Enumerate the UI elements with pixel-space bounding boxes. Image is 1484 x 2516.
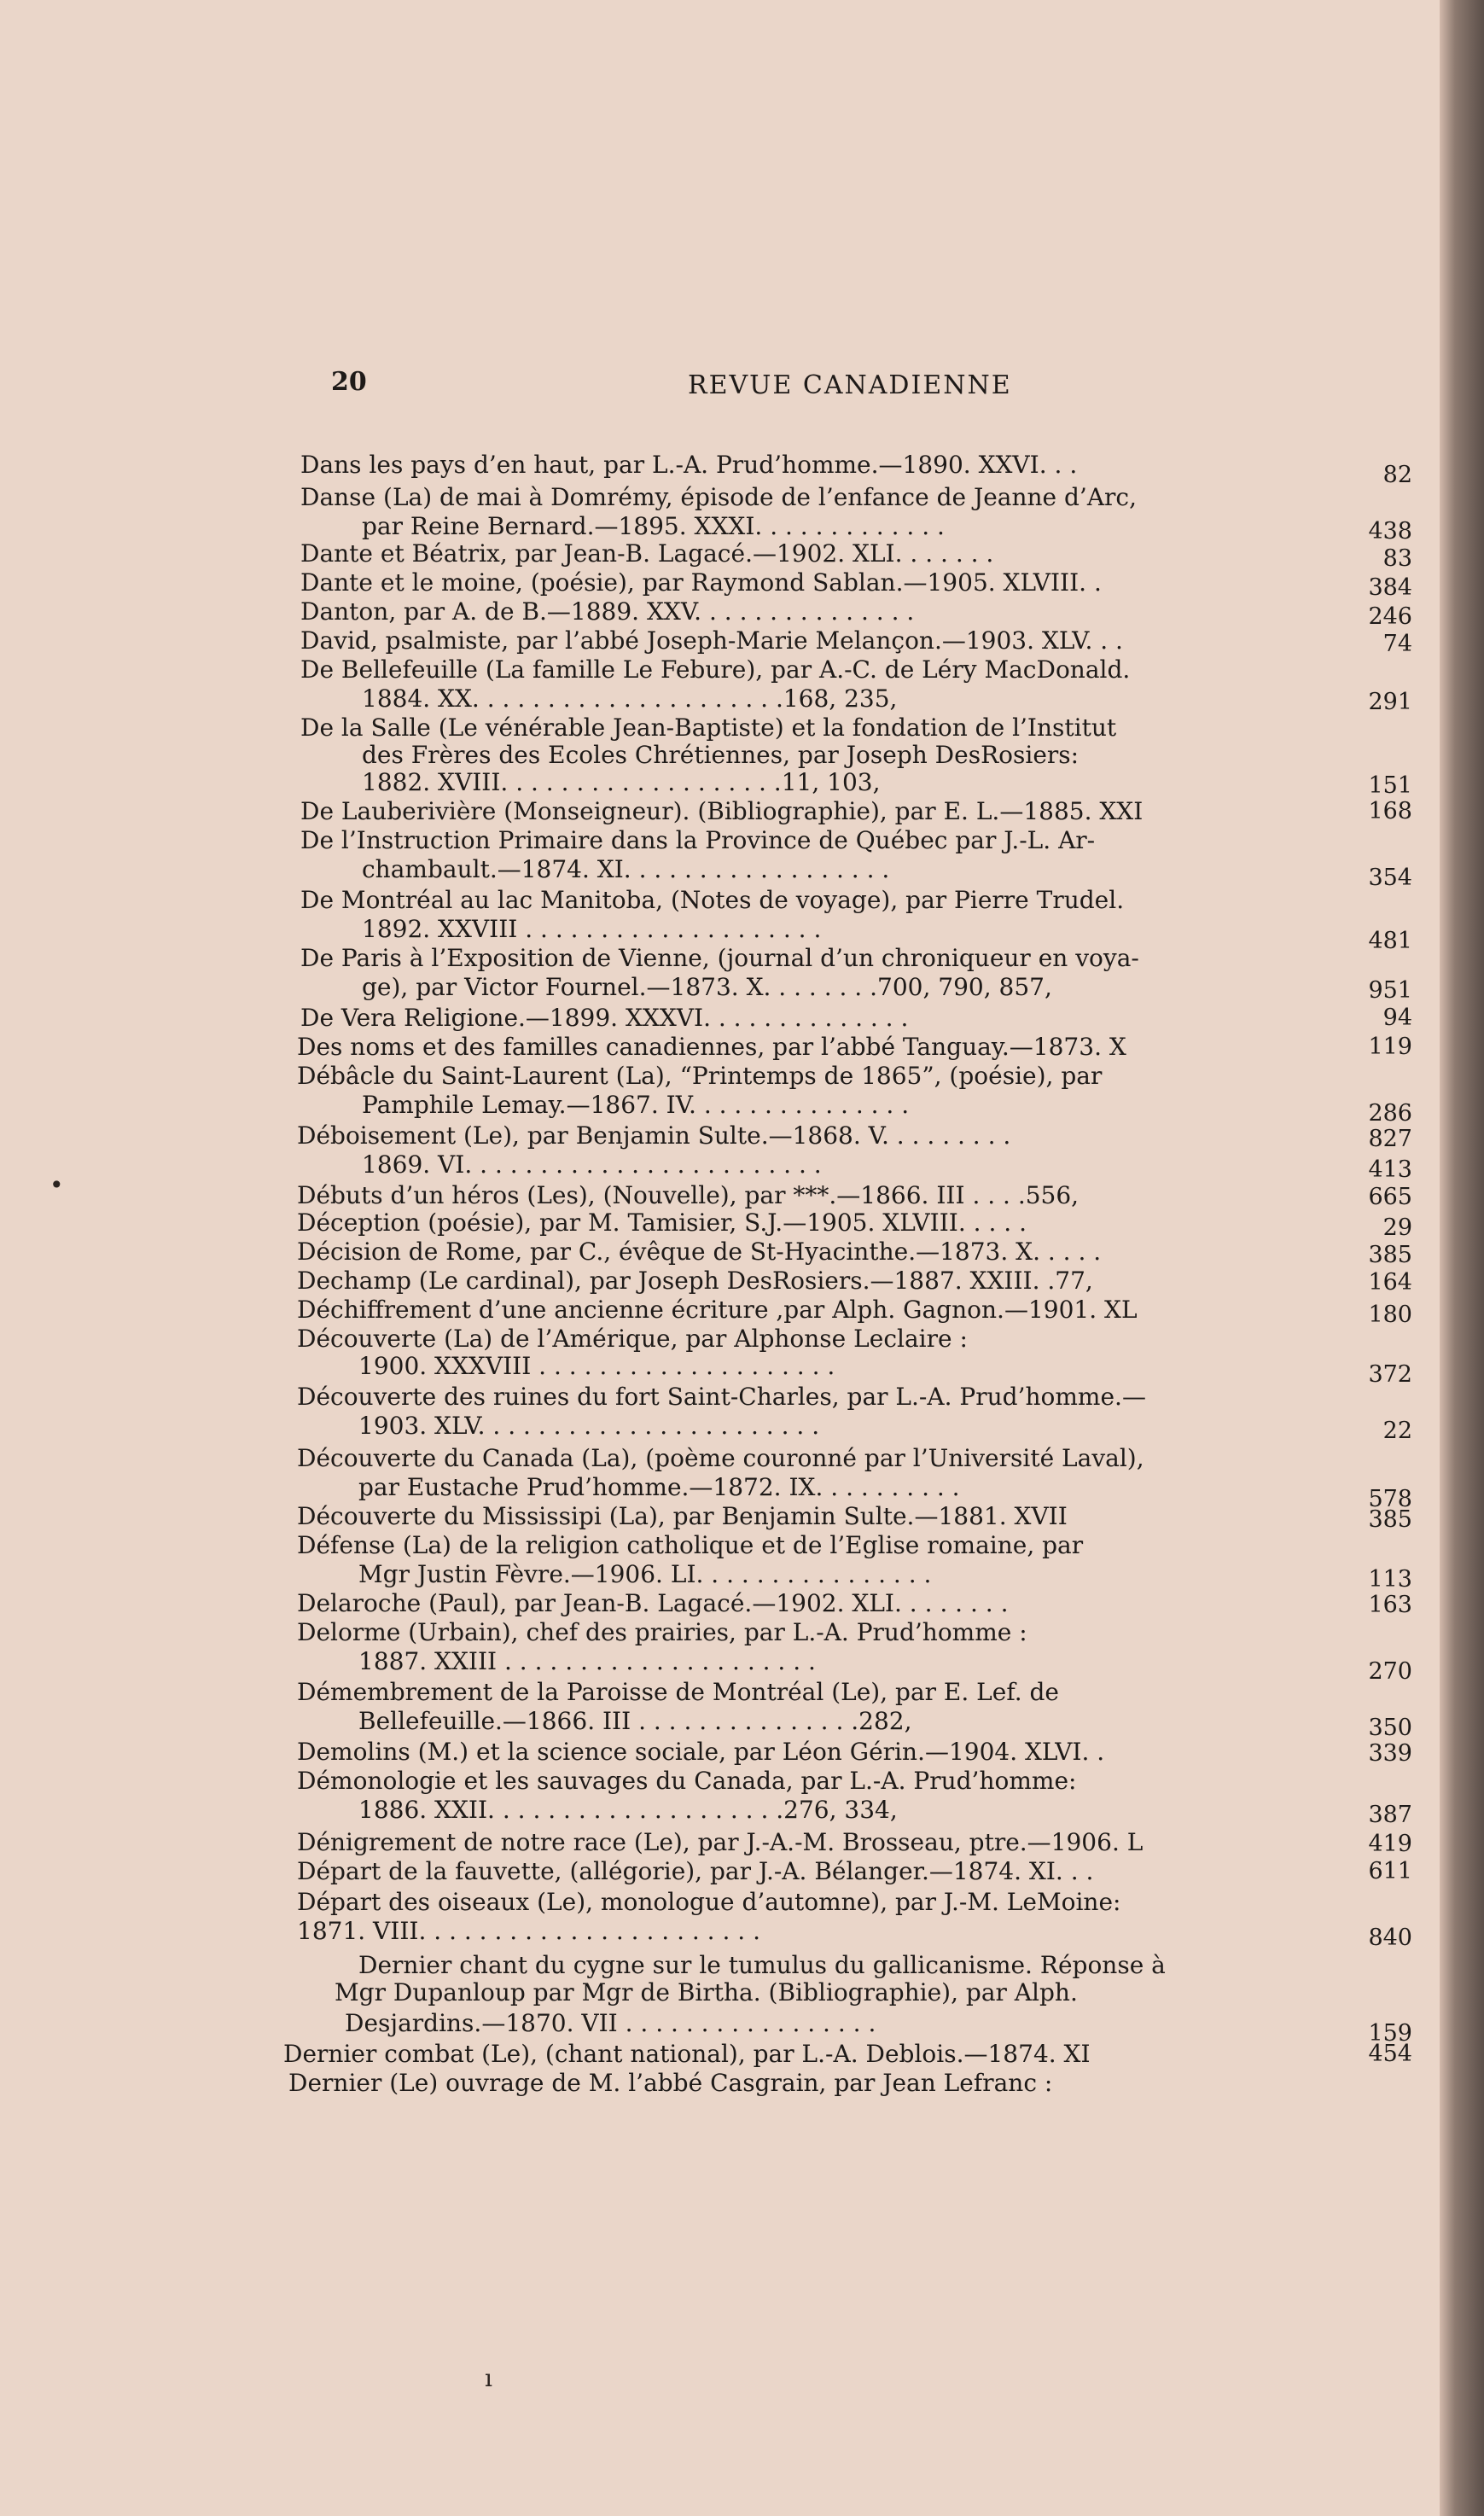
- entry-page-number: 481: [1368, 928, 1412, 954]
- index-entry-line: [0, 2009, 1484, 2047]
- entry-page-number: 384: [1368, 574, 1412, 601]
- entry-text: David, psalmiste, par l’abbé Joseph-Marie Melançon.—1903. XLV. . .: [300, 626, 1123, 655]
- entry-page-number: 387: [1368, 1802, 1412, 1828]
- entry-text: ge), par Victor Fournel.—1873. X. . . . . . . .700, 790, 857,: [362, 973, 1052, 1001]
- index-entry-line: [0, 1978, 1484, 2012]
- entry-text: Dernier (Le) ouvrage de M. l’abbé Casgrain, par Jean Lefranc :: [288, 2069, 1053, 2097]
- entry-page-number: 611: [1368, 1858, 1412, 1884]
- page-header: [0, 367, 1484, 410]
- entry-text: Déception (poésie), par M. Tamisier, S.J.—1905. XLVIII. . . . .: [297, 1208, 1027, 1237]
- entry-page-number: 83: [1382, 545, 1412, 572]
- entry-text: Découverte (La) de l’Amérique, par Alphonse Leclaire :: [297, 1325, 968, 1353]
- entry-page-number: 159: [1368, 2020, 1412, 2047]
- index-entry-line: [0, 451, 1484, 488]
- entry-text: Danse (La) de mai à Domrémy, épisode de l’enfance de Jeanne d’Arc,: [300, 483, 1137, 511]
- entry-text: Dernier combat (Le), (chant national), par L.-A. Deblois.—1874. XI: [283, 2040, 1091, 2068]
- entry-page-number: 164: [1368, 1269, 1412, 1296]
- entry-text: Débuts d’un héros (Les), (Nouvelle), par ***.—1866. III . . . .556,: [297, 1181, 1080, 1209]
- index-entry-line: [0, 973, 1484, 1007]
- entry-text: Déchiffrement d’une ancienne écriture ,par Alph. Gagnon.—1901. XL: [297, 1296, 1138, 1324]
- entry-text: De Bellefeuille (La famille Le Febure), par A.-C. de Léry MacDonald.: [300, 655, 1131, 684]
- entry-text: Débâcle du Saint-Laurent (La), “Printemps de 1865”, (poésie), par: [297, 1062, 1103, 1090]
- entry-text: Défense (La) de la religion catholique et de l’Eglise romaine, par: [297, 1531, 1084, 1559]
- entry-page-number: 413: [1368, 1156, 1412, 1183]
- entry-page-number: 454: [1368, 2041, 1412, 2067]
- entry-text: Départ des oiseaux (Le), monologue d’automne), par J.-M. LeMoine:: [297, 1888, 1121, 1916]
- page-number: 20: [331, 367, 367, 397]
- index-entry-line: [0, 855, 1484, 889]
- entry-text: Démembrement de la Paroisse de Montréal (Le), par E. Lef. de: [297, 1678, 1059, 1706]
- entry-text: Dante et le moine, (poésie), par Raymond Sablan.—1905. XLVIII. .: [300, 568, 1102, 597]
- entry-page-number: 339: [1368, 1740, 1412, 1767]
- margin-mark: •: [49, 1171, 64, 1199]
- running-title: REVUE CANADIENNE: [688, 370, 1012, 400]
- entry-text: De Vera Religione.—1899. XXXVI. . . . . . . . . . . . . .: [300, 1004, 909, 1032]
- entry-text: Dans les pays d’en haut, par L.-A. Prud’homme.—1890. XXVI. . .: [300, 451, 1078, 479]
- index-entry-line: [0, 1150, 1484, 1185]
- entry-page-number: 578: [1368, 1486, 1412, 1512]
- entry-page-number: 840: [1368, 1925, 1412, 1951]
- entry-text: Déboisement (Le), par Benjamin Sulte.—1868. V. . . . . . . . .: [297, 1121, 1011, 1150]
- entry-text: Démonologie et les sauvages du Canada, par L.-A. Prud’homme:: [297, 1767, 1077, 1795]
- index-entry-line: [0, 1857, 1484, 1891]
- entry-text: Découverte du Canada (La), (poème couronné par l’Université Laval),: [297, 1444, 1144, 1472]
- entry-page-number: 354: [1368, 865, 1412, 891]
- entry-text: 1884. XX. . . . . . . . . . . . . . . . . . . . .168, 235,: [362, 684, 898, 713]
- entry-page-number: 29: [1382, 1214, 1412, 1241]
- entry-text: Découverte des ruines du fort Saint-Charles, par L.-A. Prud’homme.—: [297, 1383, 1146, 1411]
- entry-page-number: 419: [1368, 1831, 1412, 1857]
- entry-text: par Eustache Prud’homme.—1872. IX. . . . . . . . . .: [358, 1473, 960, 1501]
- stray-mark: ı: [485, 2364, 492, 2392]
- entry-text: De l’Instruction Primaire dans la Province de Québec par J.-L. Ar-: [300, 826, 1096, 854]
- entry-text: Dante et Béatrix, par Jean-B. Lagacé.—1902. XLI. . . . . . .: [300, 539, 994, 568]
- entry-page-number: 82: [1382, 462, 1412, 488]
- entry-text: Mgr Justin Fèvre.—1906. LI. . . . . . . . . . . . . . . .: [358, 1560, 932, 1588]
- entry-page-number: 291: [1368, 689, 1412, 715]
- entry-text: 1882. XVIII. . . . . . . . . . . . . . . . . . .11, 103,: [362, 768, 881, 796]
- entry-text: 1871. VIII. . . . . . . . . . . . . . . . . . . . . . .: [297, 1917, 760, 1945]
- index-entry-line: [0, 1707, 1484, 1741]
- entry-text: Des noms et des familles canadiennes, par l’abbé Tanguay.—1873. X: [297, 1033, 1126, 1061]
- entry-text: 1903. XLV. . . . . . . . . . . . . . . . . . . . . . .: [358, 1412, 820, 1440]
- entry-page-number: 74: [1382, 631, 1412, 657]
- entry-text: Delorme (Urbain), chef des prairies, par L.-A. Prud’homme :: [297, 1618, 1027, 1646]
- entry-page-number: 350: [1368, 1715, 1412, 1741]
- entry-page-number: 372: [1368, 1361, 1412, 1388]
- entry-page-number: 113: [1368, 1566, 1412, 1593]
- entry-text: De Paris à l’Exposition de Vienne, (journal d’un chroniqueur en voya-: [300, 944, 1139, 972]
- entry-page-number: 827: [1368, 1126, 1412, 1152]
- index-entry-line: [0, 2069, 1484, 2103]
- entry-text: Desjardins.—1870. VII . . . . . . . . . . . . . . . . .: [345, 2009, 876, 2037]
- entry-text: Découverte du Mississipi (La), par Benjamin Sulte.—1881. XVII: [297, 1502, 1068, 1530]
- entry-text: 1892. XXVIII . . . . . . . . . . . . . . . . . . . .: [362, 915, 822, 943]
- entry-page-number: 286: [1368, 1100, 1412, 1127]
- entry-page-number: 270: [1368, 1658, 1412, 1685]
- entry-page-number: 22: [1382, 1418, 1412, 1444]
- entry-page-number: 180: [1368, 1302, 1412, 1328]
- entry-text: des Frères des Ecoles Chrétiennes, par Joseph DesRosiers:: [362, 741, 1080, 769]
- entry-text: Dernier chant du cygne sur le tumulus du gallicanisme. Réponse à: [358, 1951, 1166, 1979]
- index-entry-line: [0, 1352, 1484, 1386]
- entry-text: Décision de Rome, par C., évêque de St-Hyacinthe.—1873. X. . . . .: [297, 1238, 1102, 1266]
- entry-text: 1886. XXII. . . . . . . . . . . . . . . . . . . .276, 334,: [358, 1796, 898, 1824]
- entry-text: par Reine Bernard.—1895. XXXI. . . . . . . . . . . . .: [362, 512, 945, 540]
- entry-page-number: 94: [1382, 1005, 1412, 1031]
- index-entry-line: [0, 1796, 1484, 1830]
- entry-text: Danton, par A. de B.—1889. XXV. . . . . . . . . . . . . . .: [300, 597, 915, 626]
- entry-text: Bellefeuille.—1866. III . . . . . . . . . . . . . . .282,: [358, 1707, 912, 1735]
- entry-page-number: 438: [1368, 518, 1412, 545]
- entry-text: Delaroche (Paul), par Jean-B. Lagacé.—1902. XLI. . . . . . . .: [297, 1589, 1009, 1617]
- entry-page-number: 151: [1368, 772, 1412, 799]
- entry-text: chambault.—1874. XI. . . . . . . . . . . . . . . . . .: [362, 855, 890, 883]
- index-entry-line: [0, 1917, 1484, 1951]
- entry-page-number: 168: [1368, 798, 1412, 824]
- entry-text: De la Salle (Le vénérable Jean-Baptiste) et la fondation de l’Institut: [300, 713, 1117, 742]
- entry-text: Pamphile Lemay.—1867. IV. . . . . . . . . . . . . . .: [362, 1091, 910, 1119]
- entry-text: 1887. XXIII . . . . . . . . . . . . . . . . . . . . .: [358, 1647, 816, 1675]
- entry-text: Dechamp (Le cardinal), par Joseph DesRosiers.—1887. XXIII. .77,: [297, 1267, 1093, 1295]
- entry-page-number: 385: [1368, 1506, 1412, 1533]
- index-entry-line: [0, 1647, 1484, 1685]
- entry-page-number: 163: [1368, 1592, 1412, 1618]
- entry-text: Dénigrement de notre race (Le), par J.-A.-M. Brosseau, ptre.—1906. L: [297, 1828, 1144, 1856]
- entry-text: De Montréal au lac Manitoba, (Notes de voyage), par Pierre Trudel.: [300, 886, 1125, 914]
- entry-text: 1900. XXXVIII . . . . . . . . . . . . . . . . . . . .: [358, 1352, 835, 1380]
- entry-text: Demolins (M.) et la science sociale, par Léon Gérin.—1904. XLVI. .: [297, 1738, 1105, 1766]
- entry-text: Mgr Dupanloup par Mgr de Birtha. (Bibliographie), par Alph.: [335, 1978, 1078, 2006]
- entry-text: 1869. VI. . . . . . . . . . . . . . . . . . . . . . . .: [362, 1150, 822, 1179]
- entry-page-number: 951: [1368, 977, 1412, 1004]
- index-entry-line: [0, 1091, 1484, 1125]
- entry-page-number: 665: [1368, 1184, 1412, 1210]
- entry-text: Départ de la fauvette, (allégorie), par J.-A. Bélanger.—1874. XI. . .: [297, 1857, 1094, 1885]
- entry-text: De Lauberivière (Monseigneur). (Bibliographie), par E. L.—1885. XXI: [300, 797, 1144, 825]
- index-entry-line: [0, 1412, 1484, 1446]
- entry-page-number: 119: [1368, 1034, 1412, 1060]
- entry-page-number: 246: [1368, 603, 1412, 630]
- entry-page-number: 385: [1368, 1242, 1412, 1268]
